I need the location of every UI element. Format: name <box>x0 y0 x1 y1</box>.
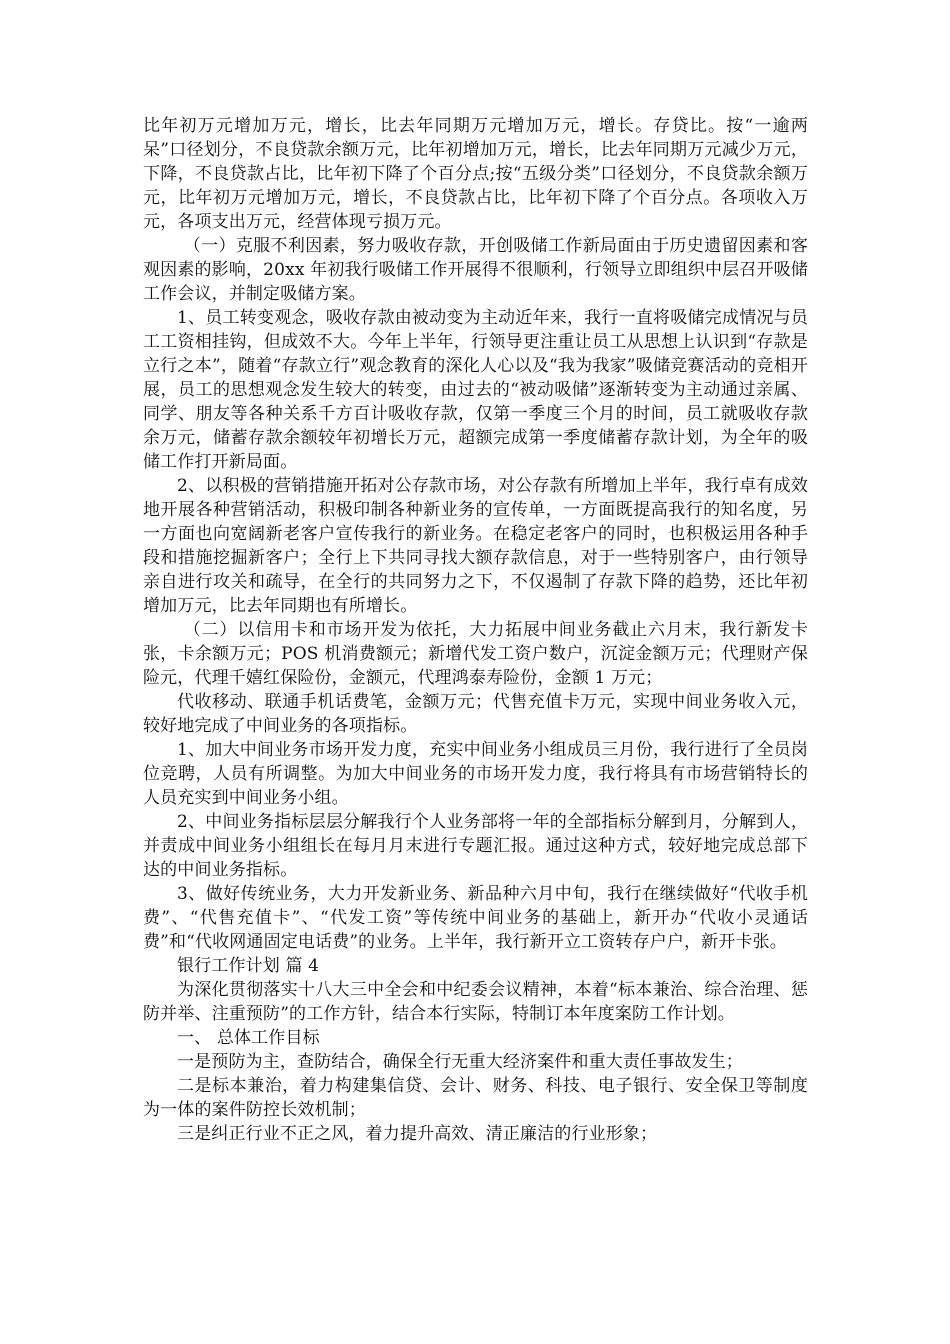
paragraph-item-3-traditional: 3、做好传统业务，大力开发新业务、新品种六月中旬，我行在继续做好“代收手机费”、“代售充值卡”、“代发工资”等传统中间业务的基础上，新开办“代收小灵通话费”和“代收网通固定电话费”的业务。上半年，我行新开立工资转存户户，新开卡张。 <box>143 884 808 952</box>
paragraph-goal-3: 三是纠正行业不正之风，着力提升高效、清正廉洁的行业形象； <box>177 1124 658 1144</box>
heading-overall-goals: 一、 总体工作目标 <box>177 1028 320 1048</box>
paragraph-item-2-indicators: 2、中间业务指标层层分解我行个人业务部将一年的全部指标分解到月，分解到人，并责成中间业务小组组长在每月月末进行专题汇报。通过这种方式，较好地完成总部下达的中间业务指标。 <box>143 812 808 880</box>
paragraph-goal-1: 一是预防为主，查防结合，确保全行无重大经济案件和重大责任事故发生； <box>177 1052 743 1072</box>
paragraph-item-2-marketing: 2、以积极的营销措施开拓对公存款市场，对公存款有所增加上半年，我行卓有成效地开展各种营销活动，积极印制各种新业务的宣传单，一方面既提高我行的知名度，另一方面也向宽阔新老客户宣传我行的新业务。在稳定老客户的同时，也积极运用各种手段和措施挖掘新客户；全行上下共同寻找大额存款信息，对于一些特别客户，由行领导亲自进行攻关和疏导，在全行的共同努力之下，不仅遏制了存款下降的趋势，还比年初增加万元，比去年同期也有所增长。 <box>143 476 808 616</box>
paragraph-phone-fees: 代收移动、联通手机话费笔，金额万元；代售充值卡万元，实现中间业务收入元，较好地完成了中间业务的各项指标。 <box>143 692 808 736</box>
paragraph-section-deposits: （一）克服不利因素，努力吸收存款，开创吸储工作新局面由于历史遗留因素和客观因素的影响，20xx 年初我行吸储工作开展得不很顺利，行领导立即组织中层召开吸储工作会议，并制定吸储方案。 <box>143 236 808 304</box>
paragraph-section-intermediary: （二）以信用卡和市场开发为依托，大力拓展中间业务截止六月末，我行新发卡张，卡余额万元；POS 机消费额元；新增代发工资户数户，沉淀金额万元；代理财产保险元，代理千嬉红保险份，金额元，代理鸿泰寿险份，金额 1 万元； <box>143 620 808 688</box>
document-body <box>143 114 808 1146</box>
paragraph-loan-summary: 比年初万元增加万元，增长，比去年同期万元增加万元，增长。存贷比。按“一逾两呆”口径划分，不良贷款余额万元，比年初增加万元，增长，比去年同期万元减少万元，下降，不良贷款占比，比年初下降了个百分点;按“五级分类”口径划分，不良贷款余额万元，比年初万元增加万元，增长，不良贷款占比，比年初下降了个百分点。各项收入万元，各项支出万元，经营体现亏损万元。 <box>143 116 808 232</box>
paragraph-item-1-staff: 1、员工转变观念，吸收存款由被动变为主动近年来，我行一直将吸储完成情况与员工工资相挂钩，但成效不大。今年上半年，行领导更注重让员工从思想上认识到“存款是立行之本”，随着“存款立行”观念教育的深化人心以及“我为我家”吸储竞赛活动的竞相开展，员工的思想观念发生较大的转变，由过去的“被动吸储”逐渐转变为主动通过亲属、同学、朋友等各种关系千方百计吸收存款，仅第一季度三个月的时间，员工就吸收存款余万元，储蓄存款余额较年初增长万元，超额完成第一季度储蓄存款计划，为全年的吸储工作打开新局面。 <box>143 308 808 472</box>
paragraph-goal-2: 二是标本兼治，着力构建集信贷、会计、财务、科技、电子银行、安全保卫等制度为一体的案件防控长效机制； <box>143 1076 808 1120</box>
paragraph-plan-intro: 为深化贯彻落实十八大三中全会和中纪委会议精神，本着“标本兼治、综合治理、惩防并举、注重预防”的工作方针，结合本行实际，特制订本年度案防工作计划。 <box>143 980 808 1024</box>
paragraph-item-1-market-dev: 1、加大中间业务市场开发力度，充实中间业务小组成员三月份，我行进行了全员岗位竞聘，人员有所调整。为加大中间业务的市场开发力度，我行将具有市场营销特长的人员充实到中间业务小组。 <box>143 740 808 808</box>
section-heading-plan-4: 银行工作计划 篇 4 <box>177 956 320 976</box>
